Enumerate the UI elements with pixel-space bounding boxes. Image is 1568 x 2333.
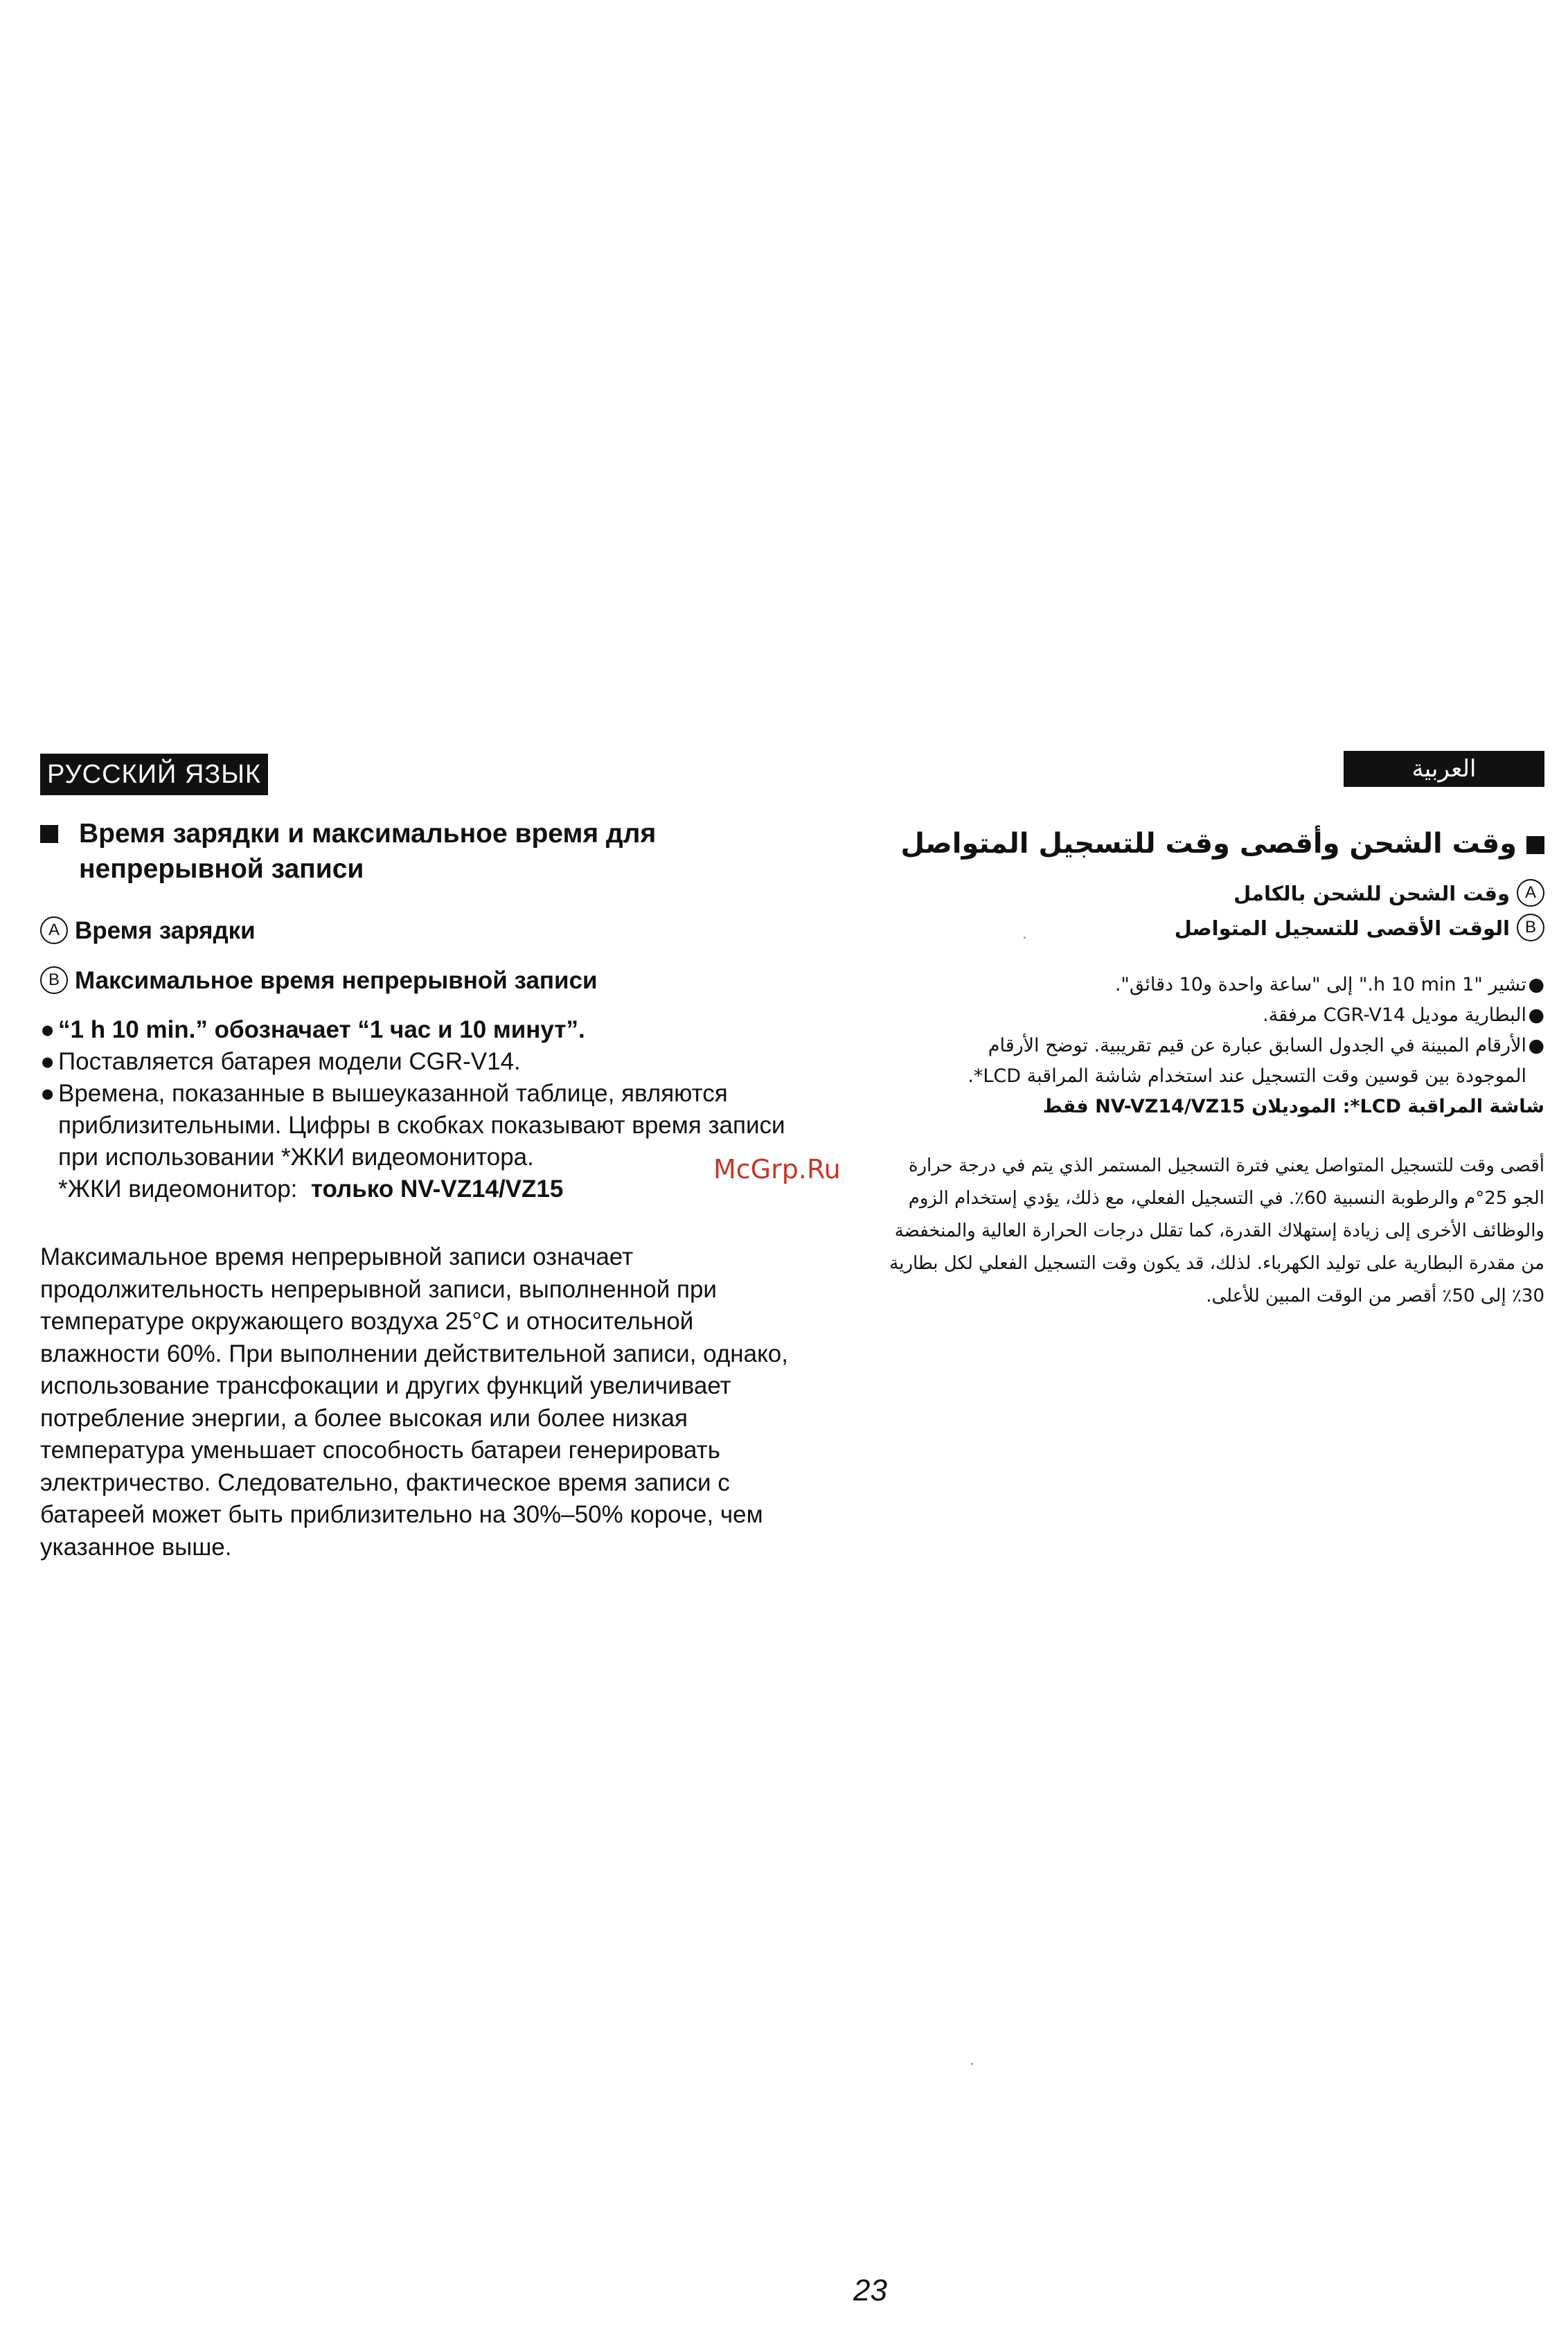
heading-square-bullet — [1526, 836, 1544, 854]
circled-b-marker: B — [1517, 914, 1544, 941]
scan-speck — [971, 2063, 973, 2065]
ar-bullet-text: تشير "1 h 10 min." إلى "ساعة واحدة و10 دقائق". — [1114, 974, 1526, 995]
scan-speck — [1024, 937, 1026, 939]
ar-lcd-note: شاشة المراقبة LCD*: الموديلان NV-VZ14/VZ15 فقط — [1042, 1096, 1544, 1117]
ru-note-models: только NV-VZ14/VZ15 — [310, 1176, 564, 1203]
ar-paragraph-text: أقصى وقت للتسجيل المتواصل يعني فترة التسجيل المستمر الذي يتم في درجة حرارة الجو 25°م والرطوبة النسبية 60٪. في التسجيل الفعلي، مع ذلك، يؤدي إستخدام الزوم والوظائف الأخرى إلى زيادة إستهلاك القدرة، كما تقلل درجات الحرارة العالية والمنخفضة من مقدرة البطارية على توليد الكهرباء. لذلك، قد يكون وقت التسجيل الفعلي لكل بطارية 30٪ إلى 50٪ أقصر من الوقت المبين للأعلى. — [889, 1155, 1544, 1306]
ru-paragraph-text: Максимальное время непрерывной записи означает продолжительность непрерывной записи, выполненной при температуре окружающего воздуха 25°C и относительной влажности 60%. При выполнении действительной записи, однако, использование трансфокации и других функций увеличивает потребление энергии, а более высокая или более низкая температура уменьшает способность батареи генерировать электричество. Следовательно, фактическое время записи с батареей может быть приблизительно на 30%–50% короче, чем указанное выше. — [40, 1243, 788, 1561]
ru-item-a — [40, 916, 256, 946]
ru-item-a-label: Время зарядки — [75, 917, 256, 944]
watermark-text: McGrp.Ru — [713, 1154, 841, 1185]
ru-item-b-label: Максимальное время непрерывной записи — [75, 967, 598, 994]
ru-bullet-text: “1 h 10 min.” обозначает “1 час и 10 минут”. — [58, 1016, 585, 1043]
ar-heading-text: وقت الشحن وأقصى وقت للتسجيل المتواصل — [900, 828, 1517, 860]
ru-item-b — [40, 966, 598, 996]
circled-b-marker: B — [40, 966, 68, 994]
ar-item-a-label: وقت الشحن للشحن بالكامل — [1233, 882, 1510, 905]
circled-a-marker: A — [40, 916, 68, 944]
ar-bullet: ● البطارية موديل CGR-V14 مرفقة. — [1263, 1004, 1544, 1026]
ar-bullet-text: الأرقام المبينة في الجدول السابق عبارة عن قيم تقريبية. توضح الأرقام الموجودة بين قوسين وقت التسجيل عند استخدام شاشة المراقبة LCD*. — [968, 1035, 1526, 1087]
ru-note-prefix: *ЖКИ видеомонитор: — [58, 1176, 298, 1203]
ru-bullet-list — [40, 1014, 788, 1205]
heading-square-bullet — [40, 825, 58, 843]
ru-bullet: ● Поставляется батарея модели CGR-V14. — [40, 1048, 521, 1075]
circled-a-marker: A — [1517, 879, 1544, 907]
arabic-language-tab: العربية — [1344, 751, 1544, 787]
ar-item-a — [1039, 878, 1544, 909]
ru-bullet-text: Поставляется батарея модели CGR-V14. — [58, 1048, 521, 1075]
ru-bullet-text: Времена, показанные в вышеуказанной таблице, являются приблизительными. Цифры в скобках показывают время записи при использовании *ЖКИ видеомонитора. — [58, 1080, 785, 1171]
ru-paragraph — [40, 1241, 795, 1563]
ru-section-heading — [40, 816, 760, 887]
ar-bullet-list — [921, 970, 1544, 1122]
page-number: 23 — [853, 2273, 887, 2307]
ar-bullet: ● الأرقام المبينة في الجدول السابق عبارة عن قيم تقريبية. توضح الأرقام الموجودة بين قوسين وقت التسجيل عند استخدام شاشة المراقبة LCD*. — [968, 1035, 1544, 1087]
ar-bullet-text: البطارية موديل CGR-V14 مرفقة. — [1263, 1004, 1526, 1026]
ar-item-b-label: الوقت الأقصى للتسجيل المتواصل — [1174, 916, 1510, 940]
ru-heading-text: Время зарядки и максимальное время для непрерывной записи — [79, 819, 657, 884]
ru-bullet: ● Времена, показанные в вышеуказанной таблице, являются приблизительными. Цифры в скобках показывают время записи при использовании *ЖКИ видеомонитора. — [40, 1080, 785, 1171]
ar-section-heading — [900, 824, 1544, 863]
ar-bullet: ● تشير "1 h 10 min." إلى "ساعة واحدة و10 دقائق". — [1114, 974, 1544, 995]
ar-item-b — [1039, 913, 1544, 943]
ar-paragraph — [887, 1150, 1544, 1313]
russian-language-tab: РУССКИЙ ЯЗЫК — [40, 754, 268, 795]
ru-bullet: ● “1 h 10 min.” обозначает “1 час и 10 минут”. — [40, 1016, 585, 1043]
ru-lcd-note — [40, 1173, 788, 1205]
